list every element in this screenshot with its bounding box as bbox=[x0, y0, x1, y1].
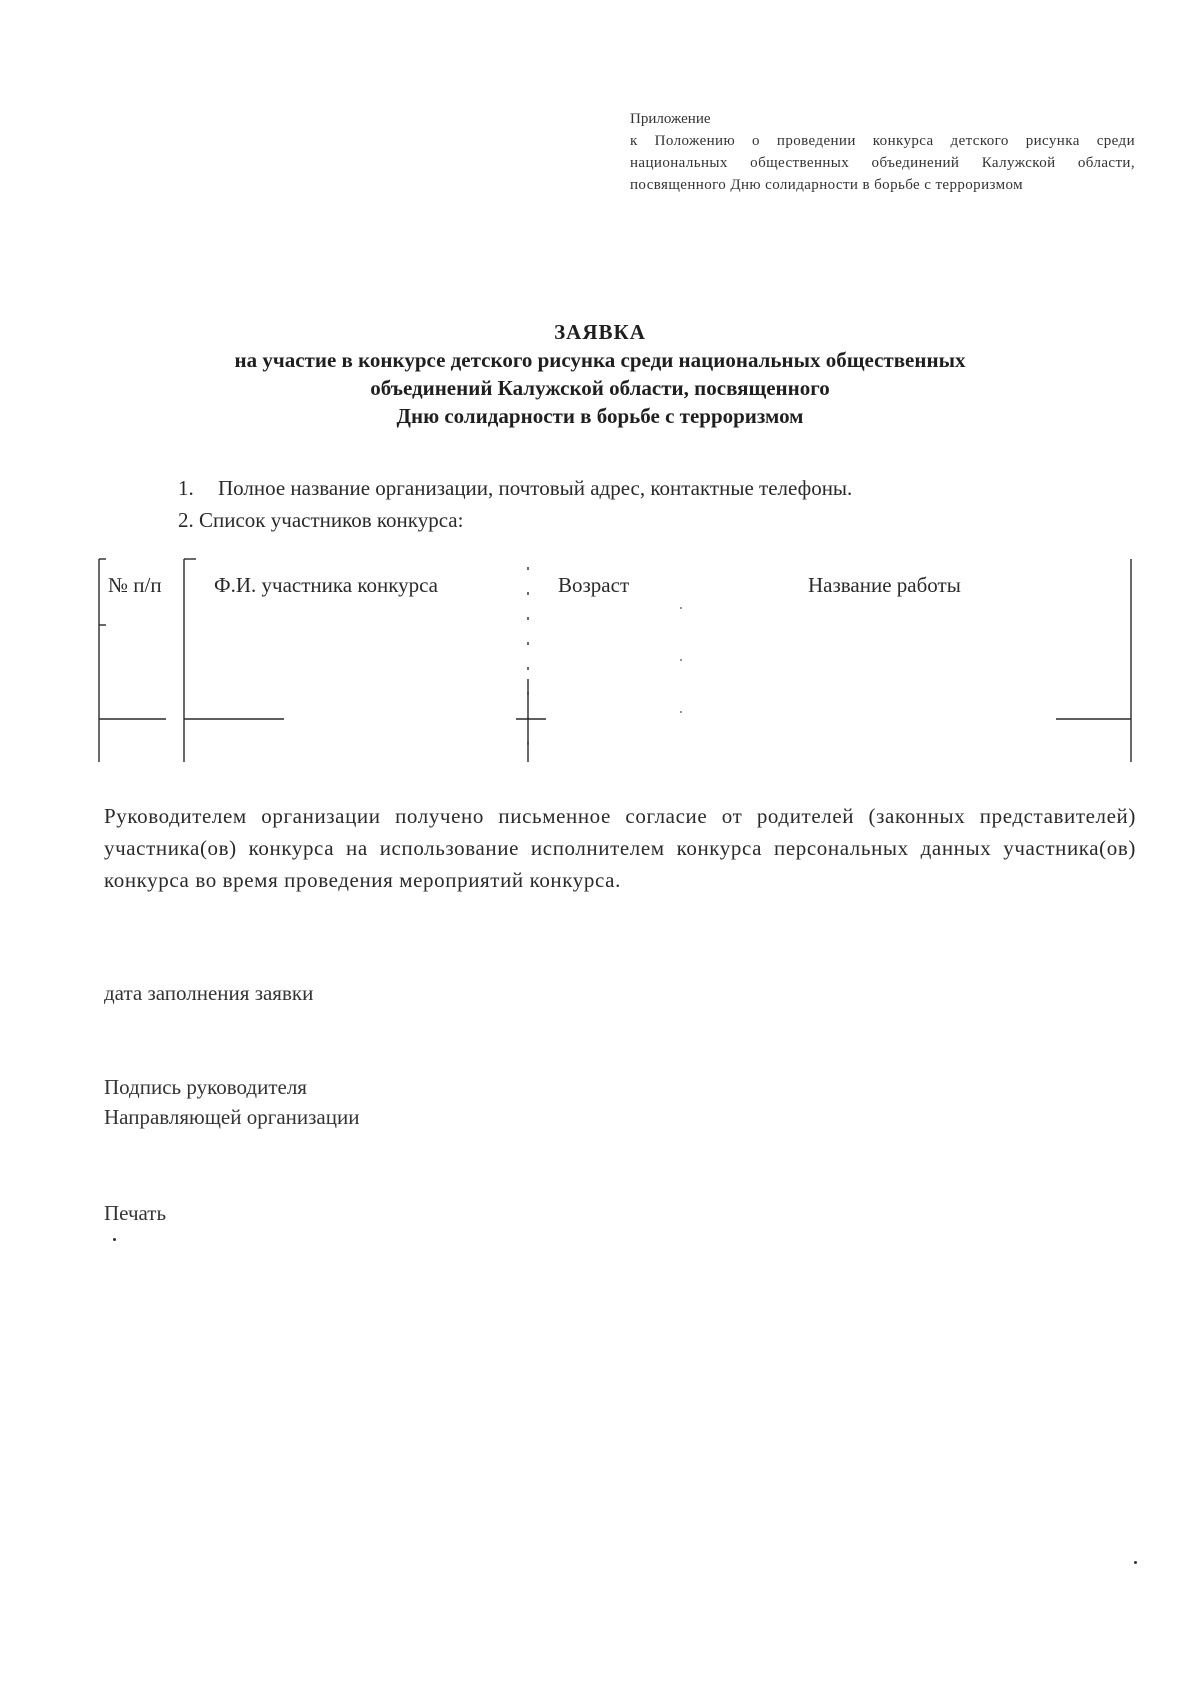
table-header-work-title: Название работы bbox=[808, 573, 961, 597]
list-item-text: Полное название организации, почтовый адрес, контактные телефоны. bbox=[218, 476, 853, 500]
scan-speck bbox=[1134, 1561, 1137, 1564]
heading-line-1: на участие в конкурсе детского рисунка среди национальных общественных bbox=[234, 348, 966, 372]
list-item-text: Список участников конкурса: bbox=[199, 508, 464, 532]
heading-title: ЗАЯВКА bbox=[554, 320, 646, 344]
date-field-label bbox=[104, 978, 313, 1008]
heading-line-3: Дню солидарности в борьбе с терроризмом bbox=[396, 404, 804, 428]
stamp-field bbox=[104, 1198, 166, 1228]
participants-table bbox=[96, 557, 1136, 767]
list-item-number: 2. bbox=[178, 508, 194, 532]
application-heading bbox=[100, 318, 1100, 430]
signature-line-1: Подпись руководителя bbox=[104, 1075, 307, 1099]
signature-block bbox=[104, 1072, 359, 1132]
table-header-participant-name: Ф.И. участника конкурса bbox=[214, 573, 438, 597]
consent-paragraph: Руководителем организации получено письменное согласие от родителей (законных представителей) участника(ов) конкурса на использование исполнителем конкурса персональных данных участника(ов) конкурса во время проведения мероприятий конкурса. bbox=[104, 804, 1136, 892]
list-item bbox=[178, 504, 1078, 536]
appendix-note bbox=[630, 108, 1135, 196]
heading-line-2: объединений Калужской области, посвященного bbox=[370, 376, 830, 400]
date-label: дата заполнения заявки bbox=[104, 981, 314, 1005]
appendix-text: к Положению о проведении конкурса детского рисунка среди национальных общественных объединений Калужской области, посвященного Дню солидарности в борьбе с терроризмом bbox=[630, 133, 1135, 193]
table-header-age: Возраст bbox=[558, 573, 630, 597]
numbered-list bbox=[178, 472, 1078, 536]
table-header-number: № п/п bbox=[108, 573, 162, 597]
scan-speck bbox=[113, 1238, 116, 1241]
stamp-label: Печать bbox=[104, 1201, 167, 1225]
appendix-title: Приложение bbox=[630, 111, 711, 127]
list-item bbox=[178, 472, 1078, 504]
list-item-number: 1. bbox=[178, 476, 194, 500]
signature-line-2: Направляющей организации bbox=[104, 1105, 360, 1129]
